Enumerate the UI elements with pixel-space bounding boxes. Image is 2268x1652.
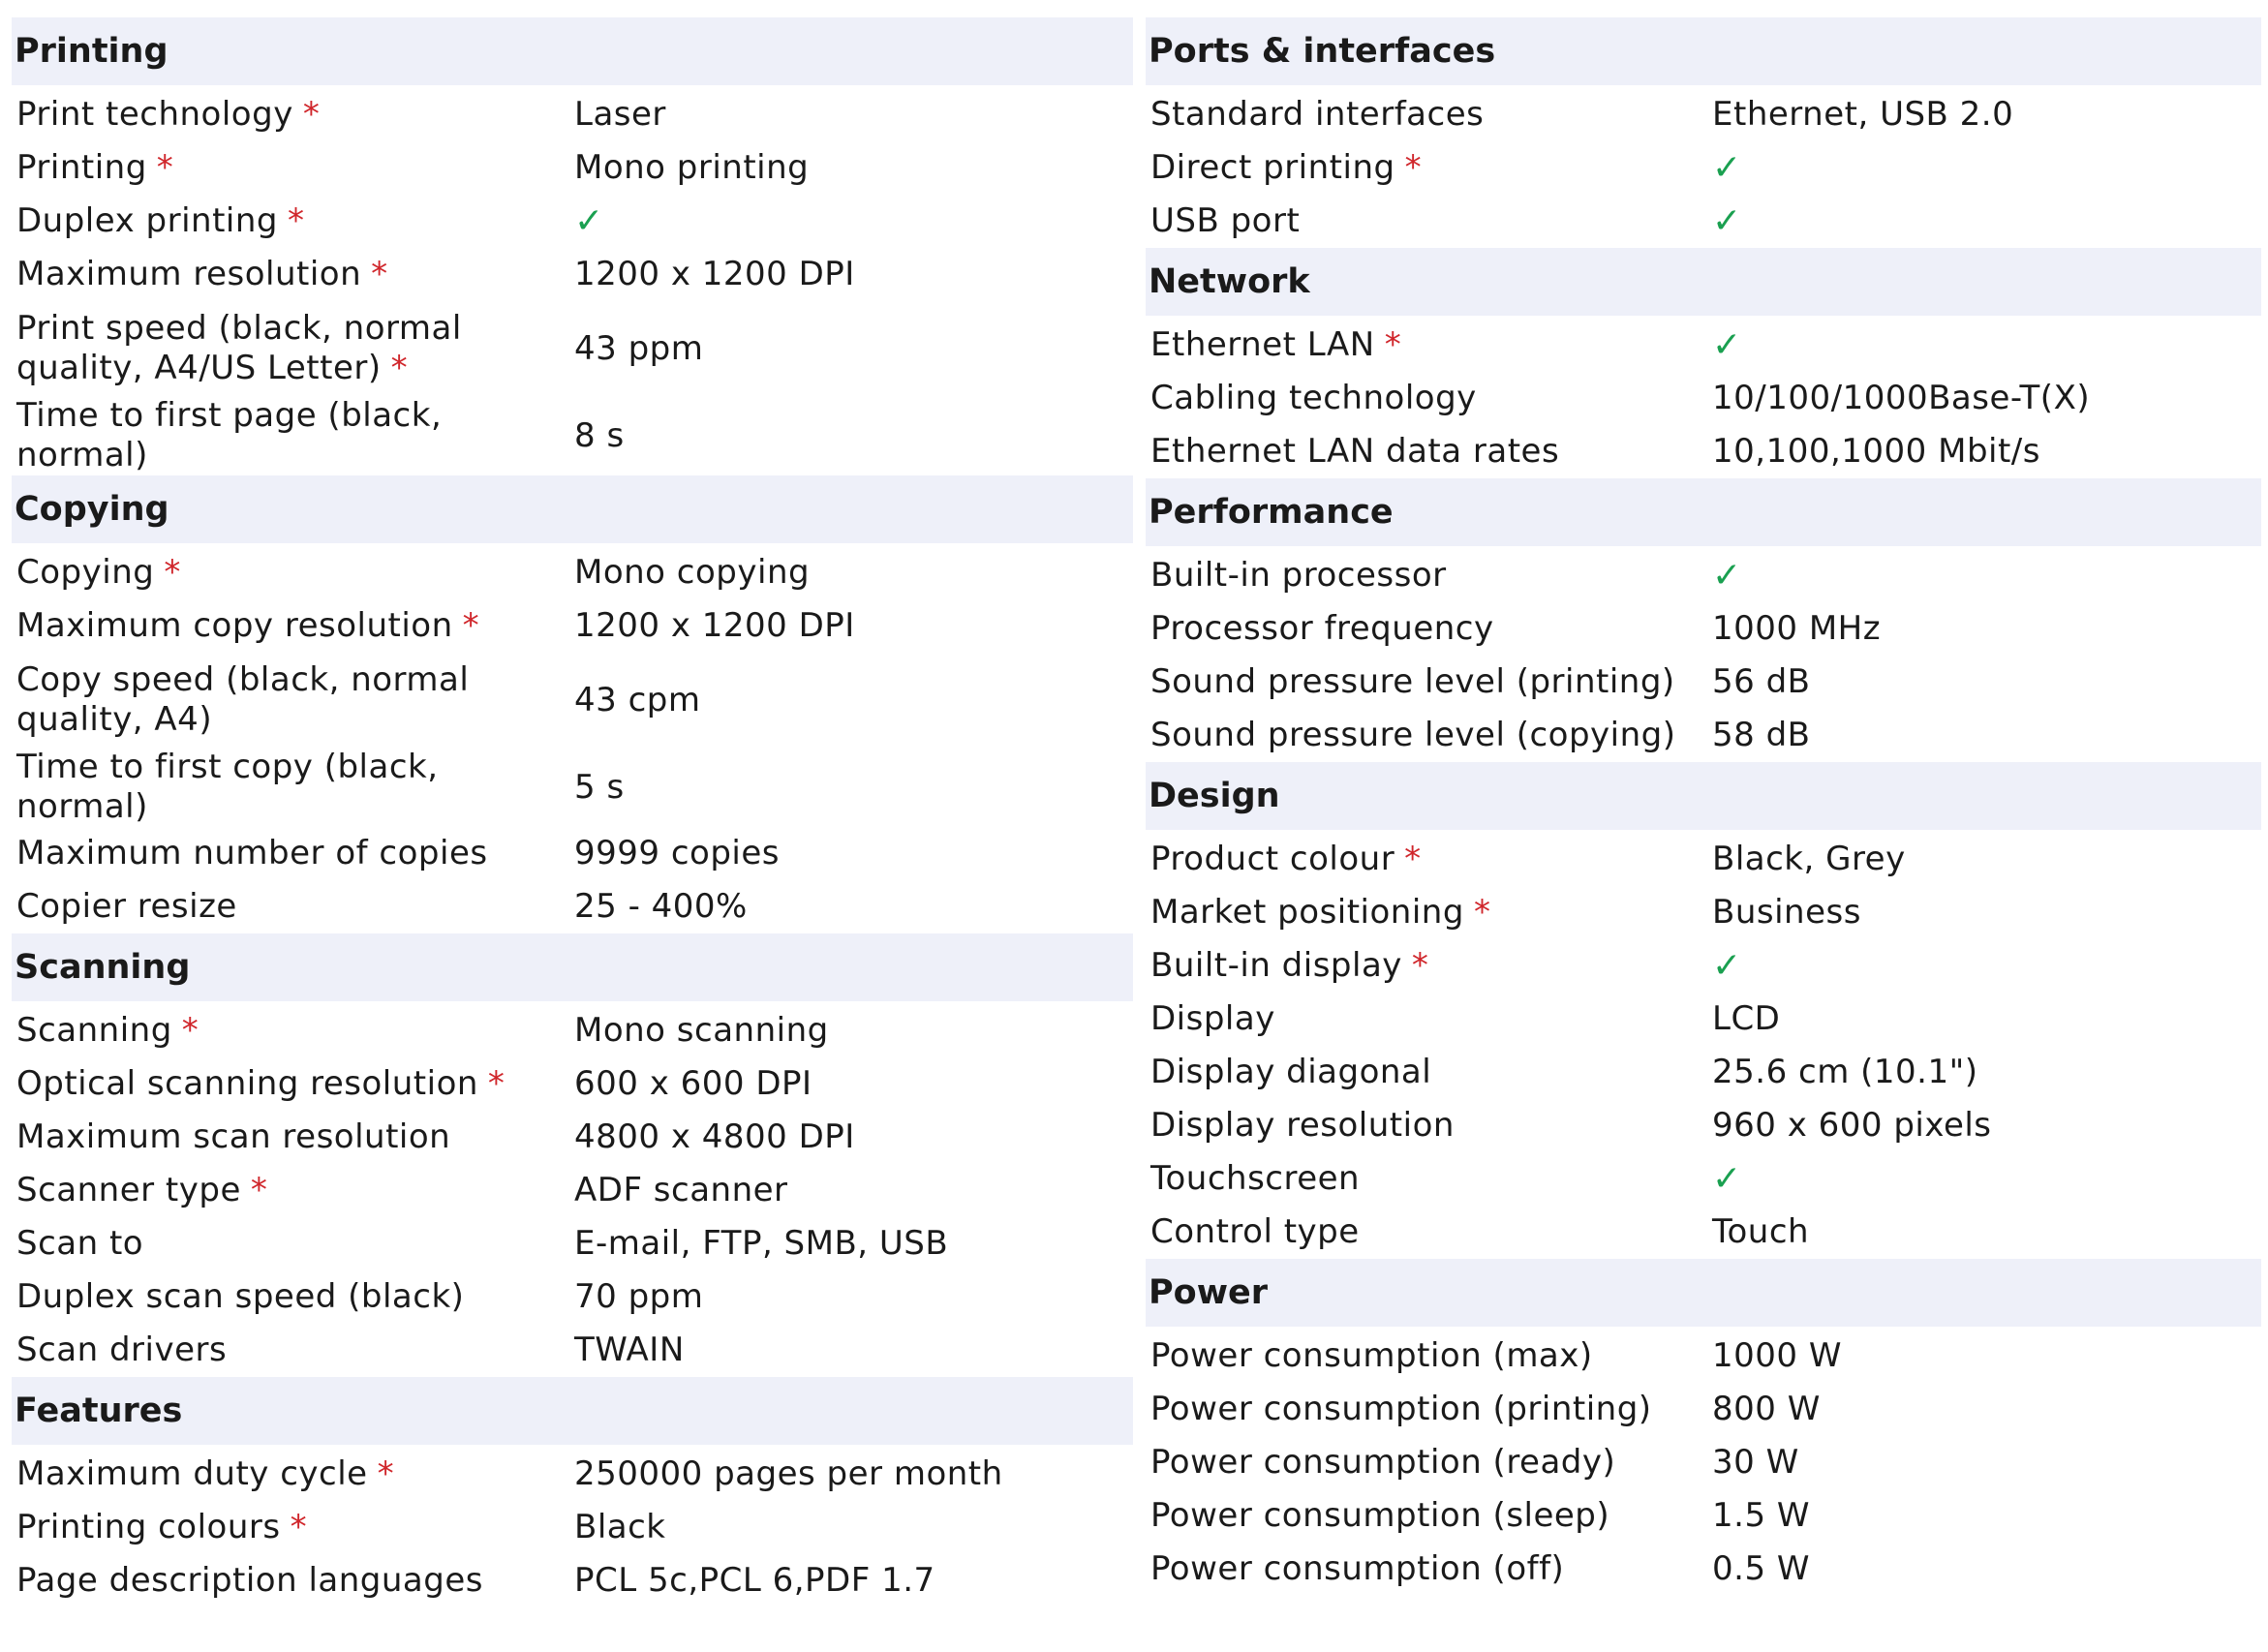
spec-row <box>12 1217 1133 1270</box>
spec-row <box>1146 1383 2261 1436</box>
spec-value: 25 - 400% <box>574 887 748 926</box>
spec-value: 10/100/1000Base-T(X) <box>1712 379 2091 417</box>
spec-value: 600 x 600 DPI <box>574 1064 812 1103</box>
spec-label <box>12 660 574 740</box>
spec-label <box>12 95 574 135</box>
spec-label-text: Power consumption (ready) <box>1150 1443 1616 1482</box>
spec-value: 1.5 W <box>1712 1496 1810 1535</box>
spec-label-text: Product colour <box>1150 840 1395 878</box>
spec-column-left <box>12 17 1133 1607</box>
spec-value: Mono scanning <box>574 1011 829 1050</box>
required-asterisk: * <box>287 201 305 240</box>
spec-label <box>12 1064 574 1104</box>
spec-row <box>1146 195 2261 248</box>
required-asterisk: * <box>1384 325 1402 364</box>
spec-label-text: Print speed (black, normal quality, A4/US Letter) <box>16 309 462 387</box>
spec-value <box>1712 148 2261 189</box>
spec-label-text: Ethernet LAN <box>1150 325 1375 364</box>
spec-value <box>1712 556 2261 597</box>
spec-row <box>1146 1489 2261 1543</box>
spec-label <box>12 1331 574 1370</box>
checkmark-icon: ✓ <box>574 200 604 241</box>
spec-label <box>12 606 574 646</box>
spec-label-text: Built-in processor <box>1150 556 1447 595</box>
spec-label-text: Power consumption (off) <box>1150 1549 1565 1588</box>
checkmark-icon: ✓ <box>1712 147 1742 188</box>
spec-label <box>12 553 574 593</box>
required-asterisk: * <box>156 148 174 187</box>
spec-label <box>1146 1496 1712 1536</box>
section-power <box>1146 1259 2261 1596</box>
spec-label <box>1146 556 1712 596</box>
spec-value <box>1712 1159 2261 1200</box>
spec-value: Ethernet, USB 2.0 <box>1712 95 2014 134</box>
spec-value: 43 ppm <box>574 328 704 368</box>
required-asterisk: * <box>1404 148 1423 187</box>
spec-label-text: Maximum copy resolution <box>16 606 453 645</box>
spec-label <box>1146 1106 1712 1146</box>
required-asterisk: * <box>1404 840 1422 878</box>
spec-label <box>1146 840 1712 879</box>
spec-label <box>1146 379 1712 418</box>
spec-label <box>1146 148 1712 188</box>
spec-row <box>12 827 1133 880</box>
required-asterisk: * <box>1411 946 1429 985</box>
spec-value: 1200 x 1200 DPI <box>574 255 855 293</box>
spec-label-text: USB port <box>1150 201 1301 240</box>
spec-value: 30 W <box>1712 1443 1799 1482</box>
spec-label-text: Standard interfaces <box>1150 95 1485 134</box>
spec-label <box>12 1224 574 1264</box>
spec-label-text: Printing <box>16 148 147 187</box>
spec-label <box>12 887 574 927</box>
spec-label <box>1146 1549 1712 1589</box>
spec-row <box>1146 886 2261 939</box>
spec-label <box>12 148 574 188</box>
spec-label <box>1146 1443 1712 1483</box>
section-header: Design <box>1146 762 2261 830</box>
required-asterisk: * <box>390 349 409 387</box>
section-header: Power <box>1146 1259 2261 1327</box>
spec-label <box>1146 609 1712 649</box>
spec-row <box>12 1057 1133 1111</box>
spec-row <box>12 653 1133 748</box>
spec-label <box>12 255 574 294</box>
spec-label-text: Optical scanning resolution <box>16 1064 478 1103</box>
spec-label-text: Page description languages <box>16 1561 483 1600</box>
spec-label <box>12 748 574 827</box>
spec-label-text: Copying <box>16 553 155 592</box>
spec-value <box>1712 325 2261 366</box>
spec-value: Black, Grey <box>1712 840 1906 878</box>
spec-value: 8 s <box>574 415 625 455</box>
section-printing <box>12 17 1133 475</box>
spec-label-text: Copy speed (black, normal quality, A4) <box>16 660 470 739</box>
section-design <box>1146 762 2261 1259</box>
spec-label <box>1146 662 1712 702</box>
spec-label-text: Control type <box>1150 1212 1360 1251</box>
spec-value: 25.6 cm (10.1") <box>1712 1053 1978 1091</box>
section-ports-interfaces <box>1146 17 2261 248</box>
spec-value: 1200 x 1200 DPI <box>574 606 855 645</box>
spec-label <box>12 1508 574 1547</box>
checkmark-icon: ✓ <box>1712 945 1742 986</box>
spec-label <box>1146 95 1712 135</box>
required-asterisk: * <box>290 1508 308 1546</box>
spec-value: E-mail, FTP, SMB, USB <box>574 1224 949 1263</box>
section-header: Scanning <box>12 933 1133 1001</box>
spec-value: Touch <box>1712 1212 1810 1251</box>
spec-label-text: Power consumption (printing) <box>1150 1390 1652 1428</box>
required-asterisk: * <box>371 255 388 293</box>
spec-value <box>1712 946 2261 987</box>
required-asterisk: * <box>487 1064 506 1103</box>
spec-value: PCL 5c,PCL 6,PDF 1.7 <box>574 1561 935 1600</box>
section-header: Performance <box>1146 478 2261 546</box>
spec-value: Black <box>574 1508 666 1546</box>
spec-row <box>12 1111 1133 1164</box>
spec-row <box>1146 141 2261 195</box>
spec-row <box>12 248 1133 301</box>
spec-row <box>1146 372 2261 425</box>
spec-value: Laser <box>574 95 666 134</box>
spec-row <box>12 1554 1133 1607</box>
spec-value: ADF scanner <box>574 1171 788 1209</box>
spec-row <box>1146 319 2261 372</box>
spec-row <box>12 748 1133 827</box>
spec-row <box>1146 425 2261 478</box>
spec-row <box>1146 88 2261 141</box>
spec-label-text: Scanner type <box>16 1171 241 1209</box>
spec-row <box>1146 993 2261 1046</box>
required-asterisk: * <box>181 1011 199 1050</box>
required-asterisk: * <box>164 553 181 592</box>
spec-row <box>12 88 1133 141</box>
spec-label-text: Power consumption (max) <box>1150 1336 1593 1375</box>
spec-label <box>1146 999 1712 1039</box>
required-asterisk: * <box>377 1454 395 1493</box>
spec-value: 4800 x 4800 DPI <box>574 1117 855 1156</box>
section-header: Copying <box>12 475 1133 543</box>
spec-value: Business <box>1712 893 1861 932</box>
spec-label-text: Display <box>1150 999 1275 1038</box>
spec-label-text: Scanning <box>16 1011 172 1050</box>
spec-row <box>12 599 1133 653</box>
section-network <box>1146 248 2261 478</box>
spec-value: 56 dB <box>1712 662 1811 701</box>
spec-row <box>12 1448 1133 1501</box>
spec-label <box>12 834 574 873</box>
spec-row <box>12 1324 1133 1377</box>
spec-label <box>1146 201 1712 241</box>
section-features <box>12 1377 1133 1607</box>
spec-row <box>1146 656 2261 709</box>
spec-value: 960 x 600 pixels <box>1712 1106 1992 1145</box>
spec-value: 9999 copies <box>574 834 780 872</box>
spec-row <box>1146 1099 2261 1152</box>
spec-label-text: Maximum resolution <box>16 255 362 293</box>
spec-label <box>1146 893 1712 933</box>
section-header: Features <box>12 1377 1133 1445</box>
checkmark-icon: ✓ <box>1712 1158 1742 1199</box>
spec-label <box>12 1561 574 1601</box>
spec-value: 0.5 W <box>1712 1549 1810 1588</box>
spec-label-text: Printing colours <box>16 1508 281 1546</box>
spec-row <box>12 880 1133 933</box>
spec-label <box>12 396 574 475</box>
spec-value: 58 dB <box>1712 716 1811 754</box>
spec-label-text: Duplex printing <box>16 201 278 240</box>
spec-value <box>1712 201 2261 242</box>
section-header: Printing <box>12 17 1133 85</box>
spec-value: 1000 W <box>1712 1336 1842 1375</box>
spec-label <box>12 309 574 388</box>
spec-value: 1000 MHz <box>1712 609 1882 648</box>
spec-column-right <box>1146 17 2261 1596</box>
section-performance <box>1146 478 2261 762</box>
spec-label <box>1146 1212 1712 1252</box>
required-asterisk: * <box>250 1171 268 1209</box>
spec-label-text: Cabling technology <box>1150 379 1477 417</box>
spec-value: 43 cpm <box>574 680 701 719</box>
spec-label-text: Touchscreen <box>1150 1159 1361 1198</box>
spec-row <box>12 1270 1133 1324</box>
spec-value: Mono copying <box>574 553 811 592</box>
spec-row <box>1146 602 2261 656</box>
spec-row <box>12 301 1133 396</box>
spec-label-text: Sound pressure level (copying) <box>1150 716 1676 754</box>
spec-label-text: Scan to <box>16 1224 144 1263</box>
spec-label <box>12 1171 574 1210</box>
spec-label-text: Copier resize <box>16 887 237 926</box>
spec-value: 70 ppm <box>574 1277 704 1316</box>
spec-row <box>1146 939 2261 993</box>
spec-row <box>1146 1206 2261 1259</box>
spec-label-text: Maximum scan resolution <box>16 1117 451 1156</box>
spec-row <box>12 195 1133 248</box>
spec-row <box>1146 709 2261 762</box>
spec-row <box>12 396 1133 475</box>
spec-label-text: Display resolution <box>1150 1106 1455 1145</box>
spec-label <box>12 1011 574 1051</box>
spec-label-text: Duplex scan speed (black) <box>16 1277 465 1316</box>
spec-label <box>1146 1159 1712 1199</box>
spec-row <box>12 546 1133 599</box>
section-scanning <box>12 933 1133 1377</box>
spec-row <box>1146 1330 2261 1383</box>
section-copying <box>12 475 1133 933</box>
checkmark-icon: ✓ <box>1712 324 1742 365</box>
spec-value: 5 s <box>574 767 625 807</box>
spec-label <box>12 201 574 241</box>
spec-label-text: Sound pressure level (printing) <box>1150 662 1675 701</box>
spec-label <box>1146 325 1712 365</box>
spec-label-text: Maximum number of copies <box>16 834 488 872</box>
spec-label-text: Display diagonal <box>1150 1053 1432 1091</box>
spec-label <box>1146 432 1712 472</box>
spec-label-text: Ethernet LAN data rates <box>1150 432 1560 471</box>
spec-label-text: Maximum duty cycle <box>16 1454 368 1493</box>
spec-label <box>12 1454 574 1494</box>
spec-label <box>1146 1053 1712 1092</box>
required-asterisk: * <box>462 606 480 645</box>
spec-value: TWAIN <box>574 1331 685 1369</box>
spec-label-text: Print technology <box>16 95 293 134</box>
spec-value: 250000 pages per month <box>574 1454 1003 1493</box>
spec-value: Mono printing <box>574 148 810 187</box>
spec-value: 10,100,1000 Mbit/s <box>1712 432 2040 471</box>
required-asterisk: * <box>1473 893 1491 932</box>
checkmark-icon: ✓ <box>1712 555 1742 596</box>
section-header: Network <box>1146 248 2261 316</box>
spec-value: LCD <box>1712 999 1781 1038</box>
spec-row <box>1146 1436 2261 1489</box>
checkmark-icon: ✓ <box>1712 200 1742 241</box>
spec-label <box>12 1277 574 1317</box>
spec-row <box>1146 1046 2261 1099</box>
section-header: Ports & interfaces <box>1146 17 2261 85</box>
spec-row <box>1146 1152 2261 1206</box>
spec-value <box>574 201 1133 242</box>
spec-label-text: Time to first copy (black, normal) <box>16 748 439 826</box>
spec-label <box>1146 716 1712 755</box>
spec-row <box>1146 1543 2261 1596</box>
spec-label <box>1146 1390 1712 1429</box>
spec-value: 800 W <box>1712 1390 1821 1428</box>
spec-label-text: Time to first page (black, normal) <box>16 396 443 474</box>
required-asterisk: * <box>302 95 321 134</box>
spec-row <box>12 1501 1133 1554</box>
spec-row <box>12 141 1133 195</box>
spec-row <box>1146 833 2261 886</box>
spec-row <box>1146 549 2261 602</box>
spec-label-text: Power consumption (sleep) <box>1150 1496 1610 1535</box>
spec-label-text: Built-in display <box>1150 946 1402 985</box>
spec-label <box>12 1117 574 1157</box>
spec-label <box>1146 946 1712 986</box>
spec-row <box>12 1164 1133 1217</box>
spec-row <box>12 1004 1133 1057</box>
spec-label-text: Processor frequency <box>1150 609 1494 648</box>
spec-label-text: Direct printing <box>1150 148 1395 187</box>
spec-label <box>1146 1336 1712 1376</box>
spec-label-text: Scan drivers <box>16 1331 228 1369</box>
spec-label-text: Market positioning <box>1150 893 1464 932</box>
